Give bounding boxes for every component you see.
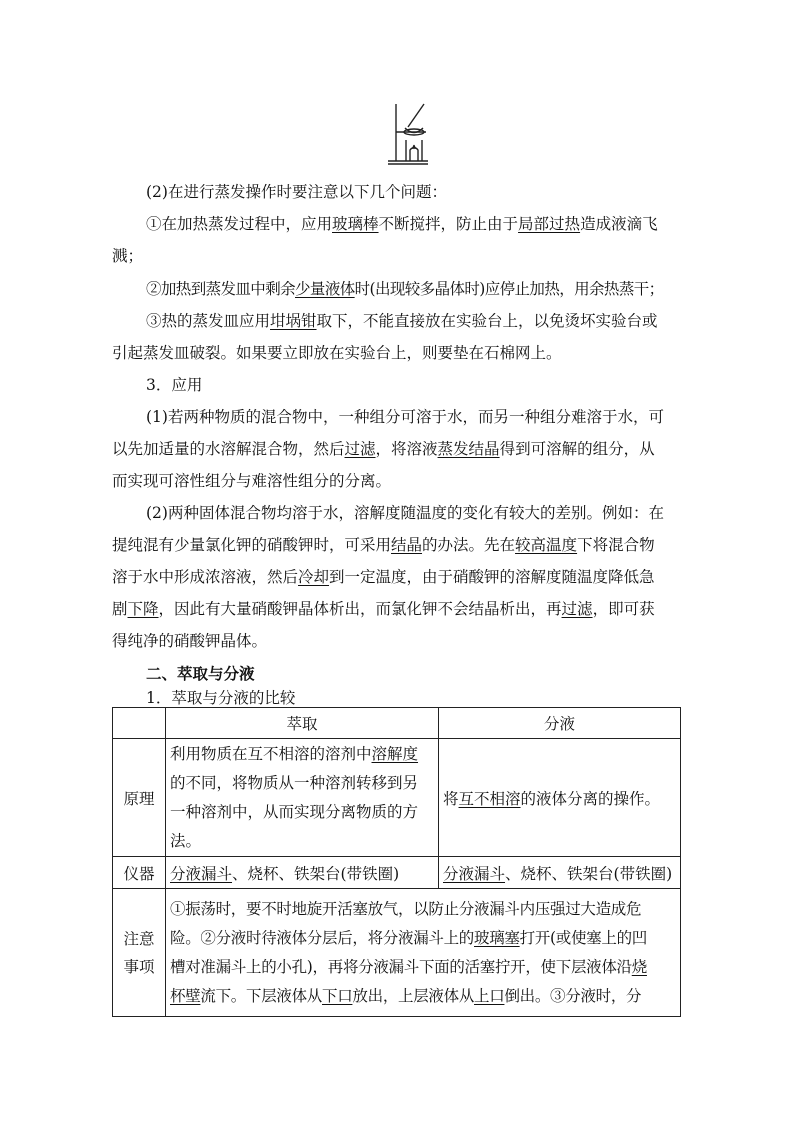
- text-segment: 、烧杯、铁架台(带铁圈): [505, 864, 673, 883]
- text-segment: 将: [443, 789, 459, 808]
- answer-text: 过滤: [561, 600, 593, 618]
- text-segment: 二、萃取与分液: [146, 664, 255, 683]
- answer-text: 冷却: [298, 568, 330, 586]
- text-segment: 槽对准漏斗上的小孔)，再将分液漏斗下面的活塞拧开，使下层液体沿: [170, 957, 632, 976]
- text-line: [146, 503, 664, 523]
- text-segment: 3．应用: [146, 376, 203, 394]
- instrument-separation-cell: [439, 857, 681, 889]
- row-label-line: 事项: [123, 957, 155, 976]
- text-segment: (2)在进行蒸发操作时要注意以下几个问题：: [146, 183, 447, 201]
- text-segment: 取下，不能直接放在实验台上，以免烫坏实验台或: [316, 312, 658, 330]
- answer-text: 溶解度: [371, 744, 419, 763]
- text-segment: 得到可溶解的组分，从: [499, 440, 655, 458]
- cell-line: [170, 982, 676, 1011]
- text-segment: ②加热到蒸发皿中剩余: [146, 280, 296, 298]
- row-label: 仪器: [113, 857, 166, 889]
- text-segment: 得纯净的硝酸钾晶体。: [112, 632, 268, 650]
- text-segment: ③热的蒸发皿应用: [146, 312, 271, 330]
- cell-line: [170, 798, 434, 827]
- answer-text: 局部过热: [518, 215, 581, 233]
- answer-text: 互不相溶: [458, 789, 521, 808]
- table-header-row: [113, 708, 681, 739]
- answer-text: 下口: [322, 986, 353, 1005]
- text-segment: ，即可获: [592, 600, 655, 618]
- answer-text: 坩埚钳: [270, 312, 317, 330]
- text-segment: 引起蒸发皿破裂。如果要立即放在实验台上，则要垫在石棉网上。: [112, 344, 562, 362]
- text-segment: 险。②分液时待液体分层后，将分液漏斗上的: [170, 928, 475, 947]
- text-segment: ，因此有大量硝酸钾晶体析出，而氯化钾不会结晶析出，再: [158, 600, 562, 618]
- cell-line: [170, 827, 434, 856]
- table-header-cell: 萃取: [166, 708, 439, 739]
- text-line: [146, 375, 202, 395]
- table-row-notes: [113, 889, 681, 1017]
- text-segment: ①振荡时，要不时地旋开活塞放气，以防止分液漏斗内压强过大造成危: [170, 899, 642, 918]
- text-segment: 法。: [170, 831, 202, 850]
- text-segment: 的液体分离的操作。: [520, 789, 661, 808]
- text-line: [146, 311, 658, 331]
- table-header-cell: [113, 708, 166, 739]
- text-line: [112, 343, 562, 363]
- text-line: [146, 182, 447, 202]
- text-segment: 放出，上层液体从: [352, 986, 475, 1005]
- answer-text: 少量液体: [295, 280, 355, 298]
- text-segment: 的办法。先在: [422, 536, 516, 554]
- text-segment: (2)两种固体混合物均溶于水，溶解度随温度的变化有较大的差别。例如：在: [146, 504, 664, 522]
- text-segment: ①在加热蒸发过程中，应用: [146, 215, 333, 233]
- text-segment: 溶于水中形成浓溶液，然后: [112, 568, 299, 586]
- notes-content-cell: [166, 889, 681, 1017]
- text-segment: 不断搅拌，防止由于: [378, 215, 519, 233]
- text-line: [112, 535, 655, 555]
- text-segment: 的不同，将物质从一种溶剂转移到另: [170, 773, 419, 792]
- text-segment: 流下。下层液体从: [200, 986, 323, 1005]
- row-label: 原理: [113, 739, 166, 857]
- table-row-instrument: [113, 857, 681, 889]
- answer-text: 上口: [474, 986, 505, 1005]
- row-label-line: 注意: [123, 929, 155, 948]
- text-line: [112, 631, 267, 651]
- cell-line: [170, 895, 676, 924]
- text-segment: 下将混合物: [577, 536, 655, 554]
- text-segment: 利用物质在互不相溶的溶剂中: [170, 744, 372, 763]
- section-heading: [146, 664, 255, 684]
- principle-extraction-cell: [166, 739, 439, 857]
- comparison-table: [112, 707, 681, 1017]
- text-line: [112, 471, 391, 491]
- text-segment: 以先加适量的水溶解混合物，然后: [112, 440, 345, 458]
- text-segment: 造成液滴飞: [580, 215, 658, 233]
- text-line: [112, 246, 143, 266]
- instrument-extraction-cell: [166, 857, 439, 889]
- answer-text: 玻璃棒: [332, 215, 379, 233]
- text-segment: 倒出。③分液时，分: [504, 986, 642, 1005]
- answer-text: 下降: [127, 600, 159, 618]
- text-line: [112, 439, 655, 459]
- text-segment: 时(出现较多晶体时)应停止加热，用余热蒸干；: [354, 280, 664, 298]
- table-row-principle: [113, 739, 681, 857]
- table-caption: [146, 688, 295, 708]
- cell-line: [170, 924, 676, 953]
- answer-text: 杯壁: [170, 986, 201, 1005]
- principle-separation-cell: [439, 739, 681, 857]
- text-segment: 提纯混有少量氯化钾的硝酸钾时，可采用: [112, 536, 392, 554]
- answer-text: 分液漏斗: [443, 864, 506, 883]
- cell-line: [170, 740, 434, 769]
- text-segment: 、烧杯、铁架台(带铁圈): [232, 864, 400, 883]
- text-segment: 到一定温度，由于硝酸钾的溶解度随温度降低急: [329, 568, 655, 586]
- text-line: [112, 567, 655, 587]
- text-segment: 打开(或使塞上的凹: [519, 928, 647, 947]
- text-segment: 而实现可溶性组分与难溶性组分的分离。: [112, 472, 392, 490]
- text-line: [146, 407, 664, 427]
- text-line: [146, 279, 664, 299]
- answer-text: 玻璃塞: [474, 928, 520, 947]
- text-segment: ，将溶液: [375, 440, 438, 458]
- text-segment: 剧: [112, 600, 128, 618]
- answer-text: 过滤: [344, 440, 376, 458]
- text-line: [146, 214, 658, 234]
- cell-line: [170, 769, 434, 798]
- answer-text: 结晶: [391, 536, 423, 554]
- answer-text: 烧: [631, 957, 647, 976]
- text-segment: (1)若两种物质的混合物中，一种组分可溶于水，而另一种组分难溶于水，可: [146, 408, 664, 426]
- answer-text: 较高温度: [515, 536, 578, 554]
- cell-line: [170, 953, 676, 982]
- text-line: [112, 599, 655, 619]
- evaporation-apparatus-icon: [384, 98, 434, 168]
- answer-text: 分液漏斗: [170, 864, 233, 883]
- answer-text: 蒸发结晶: [437, 440, 500, 458]
- text-segment: 溅；: [112, 247, 144, 265]
- row-label: [113, 889, 166, 1017]
- table-header-cell: 分液: [439, 708, 681, 739]
- text-segment: 一种溶剂中，从而实现分离物质的方: [170, 802, 419, 821]
- text-segment: 1．萃取与分液的比较: [146, 689, 296, 707]
